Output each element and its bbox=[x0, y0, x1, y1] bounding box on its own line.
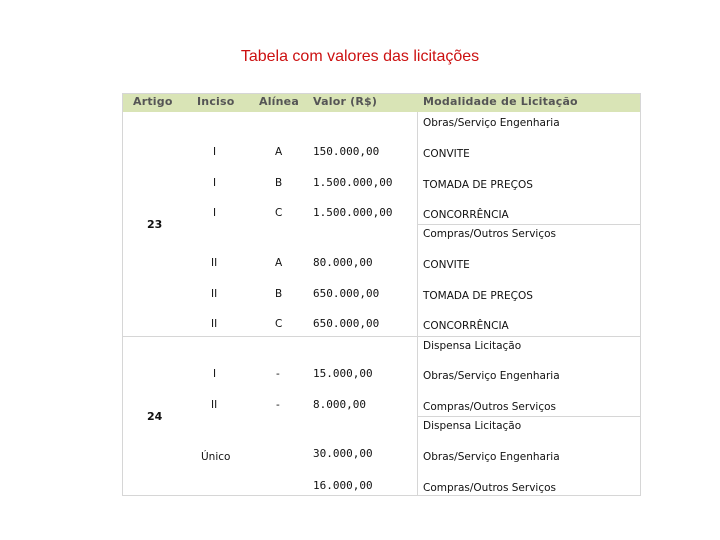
table-cell-valor: 1.500.000,00 bbox=[313, 176, 393, 189]
table-cell-modalidade: Obras/Serviço Engenharia bbox=[423, 370, 560, 382]
table-cell-inciso: II bbox=[211, 399, 218, 411]
artigo-23: 23 bbox=[147, 218, 163, 231]
header-artigo: Artigo bbox=[133, 95, 173, 108]
header-valor: Valor (R$) bbox=[313, 95, 378, 108]
table-cell-modalidade: Compras/Outros Serviços bbox=[423, 482, 557, 494]
licitacoes-table bbox=[122, 93, 641, 496]
table-cell-valor: 650.000,00 bbox=[313, 317, 380, 330]
header-inciso: Inciso bbox=[197, 95, 235, 108]
table-cell-inciso: I bbox=[213, 177, 217, 189]
table-cell-valor: 30.000,00 bbox=[313, 447, 373, 460]
header-modalidade: Modalidade de Licitação bbox=[423, 95, 578, 108]
table-cell-modalidade: TOMADA DE PREÇOS bbox=[423, 290, 533, 302]
divider-artigo bbox=[123, 336, 640, 337]
table-cell-valor: 8.000,00 bbox=[313, 398, 366, 411]
table-cell-alinea: - bbox=[276, 399, 280, 411]
group-label: Dispensa Licitação bbox=[423, 420, 522, 432]
table-cell-valor: 15.000,00 bbox=[313, 367, 373, 380]
table-cell-modalidade: Compras/Outros Serviços bbox=[423, 401, 557, 413]
divider-group-4 bbox=[417, 416, 640, 417]
table-cell-modalidade: CONVITE bbox=[423, 259, 470, 271]
divider-modalidade bbox=[417, 112, 418, 496]
table-cell-valor: 150.000,00 bbox=[313, 145, 380, 158]
table-cell-inciso: I bbox=[213, 146, 217, 158]
table-cell-inciso: I bbox=[213, 207, 217, 219]
table-cell-inciso: II bbox=[211, 257, 218, 269]
table-cell-alinea: C bbox=[275, 207, 283, 219]
group-label: Dispensa Licitação bbox=[423, 340, 522, 352]
divider-group-2 bbox=[417, 224, 640, 225]
table-cell-modalidade: TOMADA DE PREÇOS bbox=[423, 179, 533, 191]
table-cell-valor: 1.500.000,00 bbox=[313, 206, 393, 219]
table-header bbox=[123, 94, 640, 112]
table-cell-alinea: A bbox=[275, 146, 283, 158]
table-cell-inciso: Único bbox=[201, 451, 231, 463]
table-cell-modalidade: Obras/Serviço Engenharia bbox=[423, 451, 560, 463]
table-cell-inciso: II bbox=[211, 318, 218, 330]
table-cell-modalidade: CONCORRÊNCIA bbox=[423, 320, 509, 332]
artigo-24: 24 bbox=[147, 410, 163, 423]
group-label: Obras/Serviço Engenharia bbox=[423, 117, 560, 129]
table-cell-alinea: B bbox=[275, 177, 283, 189]
table-cell-valor: 80.000,00 bbox=[313, 256, 373, 269]
header-alinea: Alínea bbox=[259, 95, 299, 108]
table-cell-valor: 650.000,00 bbox=[313, 287, 380, 300]
page-title: Tabela com valores das licitações bbox=[240, 48, 480, 65]
table-cell-alinea: - bbox=[276, 368, 280, 380]
table-cell-modalidade: CONCORRÊNCIA bbox=[423, 209, 509, 221]
table-cell-modalidade: CONVITE bbox=[423, 148, 470, 160]
table-cell-alinea: A bbox=[275, 257, 283, 269]
table-cell-valor: 16.000,00 bbox=[313, 479, 373, 492]
table-cell-alinea: B bbox=[275, 288, 283, 300]
group-label: Compras/Outros Serviços bbox=[423, 228, 557, 240]
table-cell-alinea: C bbox=[275, 318, 283, 330]
table-cell-inciso: I bbox=[213, 368, 217, 380]
table-cell-inciso: II bbox=[211, 288, 218, 300]
